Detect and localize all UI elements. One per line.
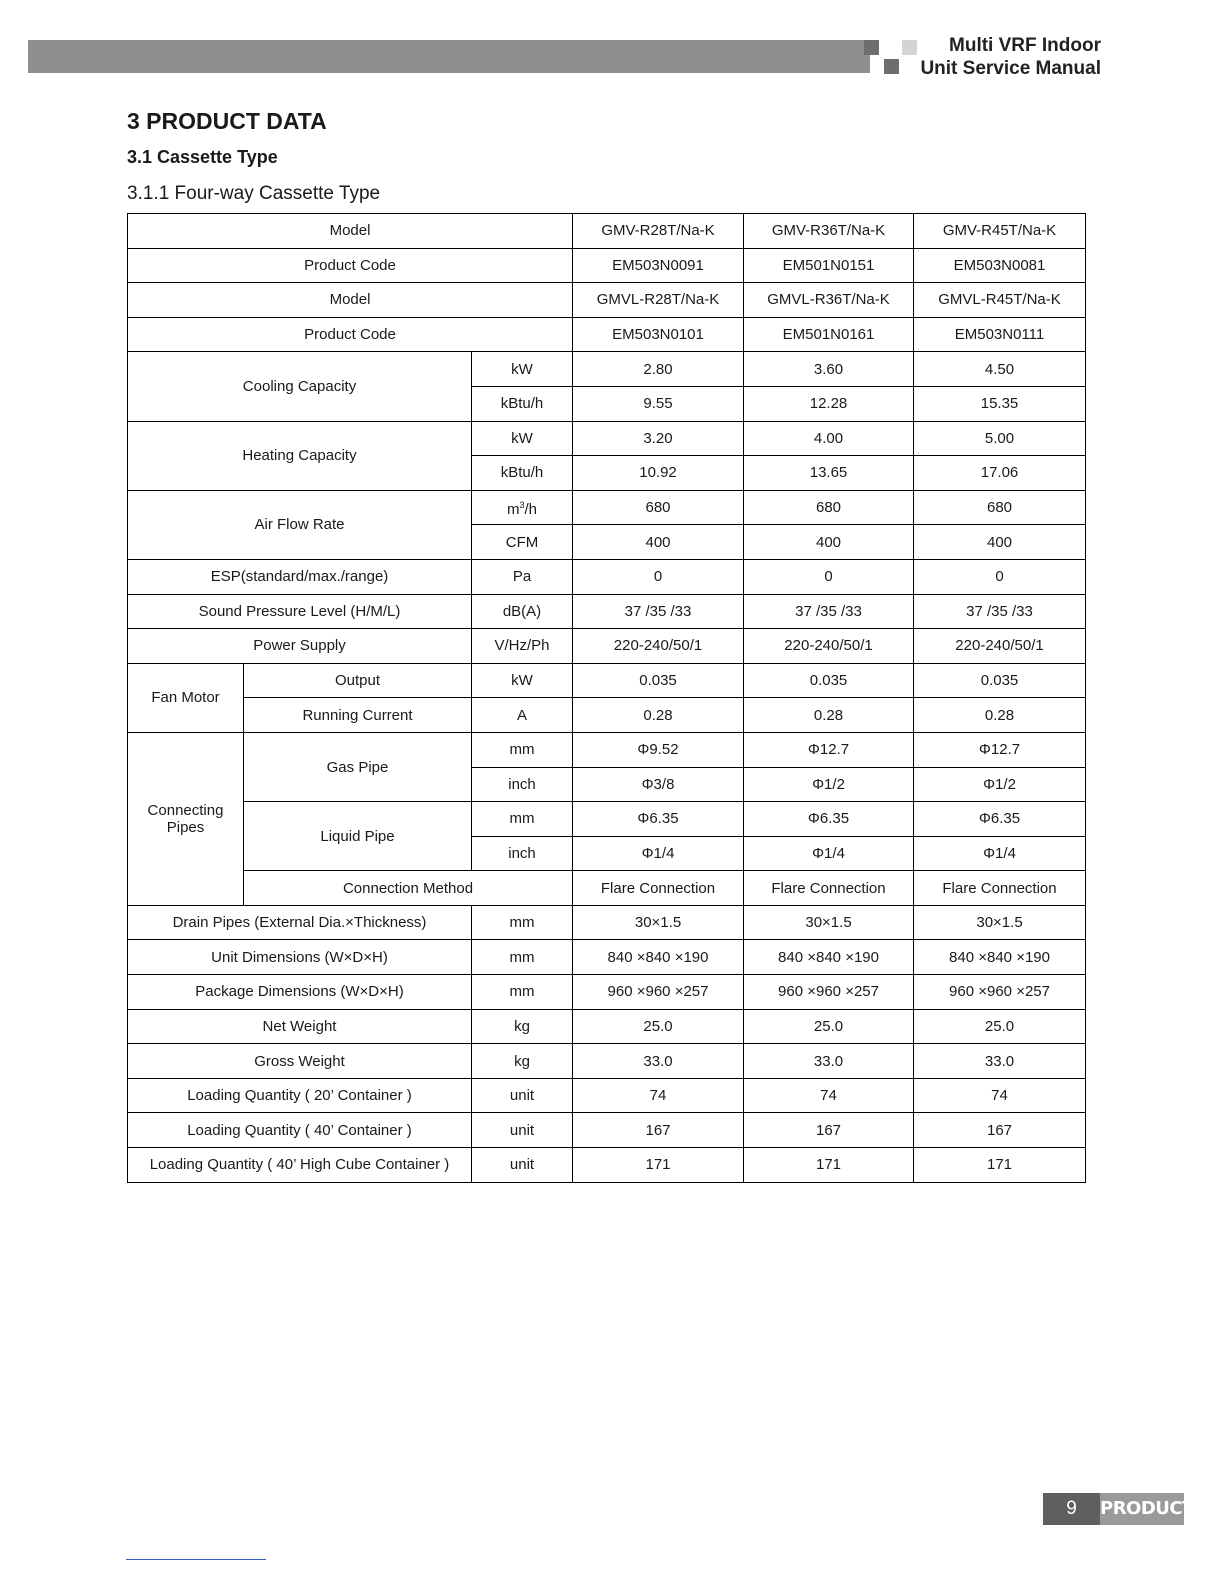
connection-method-label: Connection Method xyxy=(244,871,573,906)
header-bar xyxy=(28,40,870,73)
value-cell: Φ1/4 xyxy=(744,836,914,871)
unit-cell: inch xyxy=(472,767,573,802)
table-row xyxy=(128,732,1086,767)
value-cell: 4.50 xyxy=(914,352,1086,387)
value-cell: 0.035 xyxy=(744,663,914,698)
value-cell: 17.06 xyxy=(914,456,1086,491)
value-cell: 25.0 xyxy=(914,1009,1086,1044)
heating-capacity-label: Heating Capacity xyxy=(128,421,472,490)
unit-tail: /h xyxy=(524,501,538,519)
value-cell: 10.92 xyxy=(573,456,744,491)
value-cell: Φ9.52 xyxy=(573,732,744,767)
connecting-pipes-text: Connecting Pipes xyxy=(147,801,224,836)
page-number: 9 xyxy=(1043,1493,1100,1525)
value-cell: Φ3/8 xyxy=(573,767,744,802)
value-cell: 960 ×960 ×257 xyxy=(573,975,744,1010)
value-cell: 680 xyxy=(573,490,744,525)
unit-cell: mm xyxy=(472,732,573,767)
fan-motor-label: Fan Motor xyxy=(128,663,244,732)
unit-cell: dB(A) xyxy=(472,594,573,629)
manual-title-line1: Multi VRF Indoor xyxy=(949,35,1101,56)
manual-title-line2: Unit Service Manual xyxy=(920,58,1101,79)
liquid-pipe-label: Liquid Pipe xyxy=(244,802,472,871)
value-cell: Φ1/4 xyxy=(914,836,1086,871)
value-cell: 0 xyxy=(573,559,744,594)
table-row xyxy=(128,1009,1086,1044)
header-square-dark xyxy=(864,40,879,55)
row-label: Loading Quantity ( 20’ Container ) xyxy=(128,1078,472,1113)
table-row xyxy=(128,698,1086,733)
unit-cell: kBtu/h xyxy=(472,456,573,491)
value-cell: 25.0 xyxy=(573,1009,744,1044)
row-label: Loading Quantity ( 40’ Container ) xyxy=(128,1113,472,1148)
model-label: Model xyxy=(128,283,573,318)
unit-base: m xyxy=(506,501,520,519)
value-cell: 30×1.5 xyxy=(573,905,744,940)
table-row xyxy=(128,975,1086,1010)
value-cell: 167 xyxy=(573,1113,744,1148)
table-row xyxy=(128,421,1086,456)
model-label: Model xyxy=(128,214,573,249)
product-code-value: EM503N0101 xyxy=(573,317,744,352)
section-tab: PRODUCT xyxy=(1100,1493,1184,1525)
unit-cell: kW xyxy=(472,352,573,387)
unit-cell: kg xyxy=(472,1044,573,1079)
value-cell: 840 ×840 ×190 xyxy=(744,940,914,975)
power-supply-label: Power Supply xyxy=(128,629,472,664)
unit-cell: Pa xyxy=(472,559,573,594)
table-row xyxy=(128,802,1086,837)
value-cell: 15.35 xyxy=(914,386,1086,421)
value-cell: 167 xyxy=(914,1113,1086,1148)
section-heading: 3 PRODUCT DATA xyxy=(127,108,327,134)
unit-cell: unit xyxy=(472,1148,573,1183)
value-cell: 74 xyxy=(744,1078,914,1113)
value-cell: 0 xyxy=(914,559,1086,594)
value-cell: 960 ×960 ×257 xyxy=(744,975,914,1010)
value-cell: 33.0 xyxy=(573,1044,744,1079)
product-code-label: Product Code xyxy=(128,248,573,283)
value-cell: 0.28 xyxy=(573,698,744,733)
value-cell: 74 xyxy=(914,1078,1086,1113)
model-value: GMV-R36T/Na-K xyxy=(744,214,914,249)
value-cell: 2.80 xyxy=(573,352,744,387)
value-cell: 167 xyxy=(744,1113,914,1148)
value-cell: 171 xyxy=(744,1148,914,1183)
product-code-value: EM501N0161 xyxy=(744,317,914,352)
value-cell: 3.20 xyxy=(573,421,744,456)
value-cell: 680 xyxy=(914,490,1086,525)
value-cell: Flare Connection xyxy=(744,871,914,906)
connecting-pipes-label xyxy=(128,732,244,905)
value-cell: 0.035 xyxy=(914,663,1086,698)
fan-output-label: Output xyxy=(244,663,472,698)
unit-cell xyxy=(472,490,573,525)
table-row xyxy=(128,283,1086,318)
row-label: Net Weight xyxy=(128,1009,472,1044)
unit-cell: A xyxy=(472,698,573,733)
value-cell: Φ1/2 xyxy=(744,767,914,802)
row-label: Drain Pipes (External Dia.×Thickness) xyxy=(128,905,472,940)
value-cell: 400 xyxy=(573,525,744,560)
table-row xyxy=(128,352,1086,387)
product-code-label: Product Code xyxy=(128,317,573,352)
value-cell: 840 ×840 ×190 xyxy=(573,940,744,975)
model-value: GMVL-R28T/Na-K xyxy=(573,283,744,318)
unit-cell: V/Hz/Ph xyxy=(472,629,573,664)
table-row xyxy=(128,905,1086,940)
table-row xyxy=(128,1113,1086,1148)
value-cell: 25.0 xyxy=(744,1009,914,1044)
model-value: GMV-R45T/Na-K xyxy=(914,214,1086,249)
table-row xyxy=(128,940,1086,975)
esp-label: ESP(standard/max./range) xyxy=(128,559,472,594)
value-cell: 33.0 xyxy=(744,1044,914,1079)
unit-cell: unit xyxy=(472,1113,573,1148)
value-cell: 37 /35 /33 xyxy=(573,594,744,629)
value-cell: 4.00 xyxy=(744,421,914,456)
value-cell: Φ1/4 xyxy=(573,836,744,871)
table-row xyxy=(128,248,1086,283)
table-row xyxy=(128,317,1086,352)
value-cell: Flare Connection xyxy=(914,871,1086,906)
fan-current-label: Running Current xyxy=(244,698,472,733)
value-cell: 0 xyxy=(744,559,914,594)
value-cell: 30×1.5 xyxy=(744,905,914,940)
footer-rule xyxy=(126,1559,266,1560)
unit-cell: CFM xyxy=(472,525,573,560)
value-cell: 840 ×840 ×190 xyxy=(914,940,1086,975)
value-cell: 9.55 xyxy=(573,386,744,421)
unit-cell: kW xyxy=(472,421,573,456)
product-code-value: EM503N0111 xyxy=(914,317,1086,352)
air-flow-rate-label: Air Flow Rate xyxy=(128,490,472,559)
value-cell: 680 xyxy=(744,490,914,525)
table-row xyxy=(128,490,1086,525)
value-cell: 0.28 xyxy=(914,698,1086,733)
value-cell: 171 xyxy=(573,1148,744,1183)
value-cell: 5.00 xyxy=(914,421,1086,456)
product-code-value: EM503N0091 xyxy=(573,248,744,283)
unit-cell: kg xyxy=(472,1009,573,1044)
unit-cell: mm xyxy=(472,975,573,1010)
value-cell: Φ12.7 xyxy=(744,732,914,767)
header-square-light xyxy=(902,40,917,55)
model-value: GMVL-R45T/Na-K xyxy=(914,283,1086,318)
value-cell: 220-240/50/1 xyxy=(573,629,744,664)
gas-pipe-label: Gas Pipe xyxy=(244,732,472,801)
model-value: GMVL-R36T/Na-K xyxy=(744,283,914,318)
unit-cell: mm xyxy=(472,940,573,975)
table-row xyxy=(128,559,1086,594)
subsubsection-heading: 3.1.1 Four-way Cassette Type xyxy=(127,183,381,204)
value-cell: Φ6.35 xyxy=(744,802,914,837)
table-row xyxy=(128,871,1086,906)
manual-title xyxy=(920,34,1101,80)
value-cell: 960 ×960 ×257 xyxy=(914,975,1086,1010)
unit-cell: mm xyxy=(472,802,573,837)
table-row xyxy=(128,1044,1086,1079)
cooling-capacity-label: Cooling Capacity xyxy=(128,352,472,421)
subsection-heading: 3.1 Cassette Type xyxy=(127,147,278,167)
value-cell: 400 xyxy=(744,525,914,560)
value-cell: 12.28 xyxy=(744,386,914,421)
value-cell: Φ1/2 xyxy=(914,767,1086,802)
row-label: Gross Weight xyxy=(128,1044,472,1079)
value-cell: 74 xyxy=(573,1078,744,1113)
value-cell: 13.65 xyxy=(744,456,914,491)
value-cell: 0.28 xyxy=(744,698,914,733)
value-cell: 400 xyxy=(914,525,1086,560)
row-label: Loading Quantity ( 40’ High Cube Container ) xyxy=(128,1148,472,1183)
header-square-dark-lower xyxy=(884,59,899,74)
table-row xyxy=(128,214,1086,249)
model-value: GMV-R28T/Na-K xyxy=(573,214,744,249)
value-cell: 0.035 xyxy=(573,663,744,698)
unit-cell: kBtu/h xyxy=(472,386,573,421)
value-cell: Φ6.35 xyxy=(573,802,744,837)
table-row xyxy=(128,1148,1086,1183)
value-cell: 220-240/50/1 xyxy=(914,629,1086,664)
value-cell: 3.60 xyxy=(744,352,914,387)
value-cell: 37 /35 /33 xyxy=(744,594,914,629)
value-cell: Φ12.7 xyxy=(914,732,1086,767)
row-label: Package Dimensions (W×D×H) xyxy=(128,975,472,1010)
value-cell: 33.0 xyxy=(914,1044,1086,1079)
product-code-value: EM503N0081 xyxy=(914,248,1086,283)
table-row xyxy=(128,663,1086,698)
sound-pressure-label: Sound Pressure Level (H/M/L) xyxy=(128,594,472,629)
value-cell: Flare Connection xyxy=(573,871,744,906)
product-data-table xyxy=(127,213,1086,1183)
table-row xyxy=(128,1078,1086,1113)
value-cell: 37 /35 /33 xyxy=(914,594,1086,629)
unit-cell: inch xyxy=(472,836,573,871)
value-cell: 220-240/50/1 xyxy=(744,629,914,664)
value-cell: 171 xyxy=(914,1148,1086,1183)
unit-cell: mm xyxy=(472,905,573,940)
unit-superscript: 3 xyxy=(519,500,525,511)
unit-cell: kW xyxy=(472,663,573,698)
value-cell: Φ6.35 xyxy=(914,802,1086,837)
product-code-value: EM501N0151 xyxy=(744,248,914,283)
row-label: Unit Dimensions (W×D×H) xyxy=(128,940,472,975)
table-row xyxy=(128,594,1086,629)
table-row xyxy=(128,629,1086,664)
unit-cell: unit xyxy=(472,1078,573,1113)
value-cell: 30×1.5 xyxy=(914,905,1086,940)
